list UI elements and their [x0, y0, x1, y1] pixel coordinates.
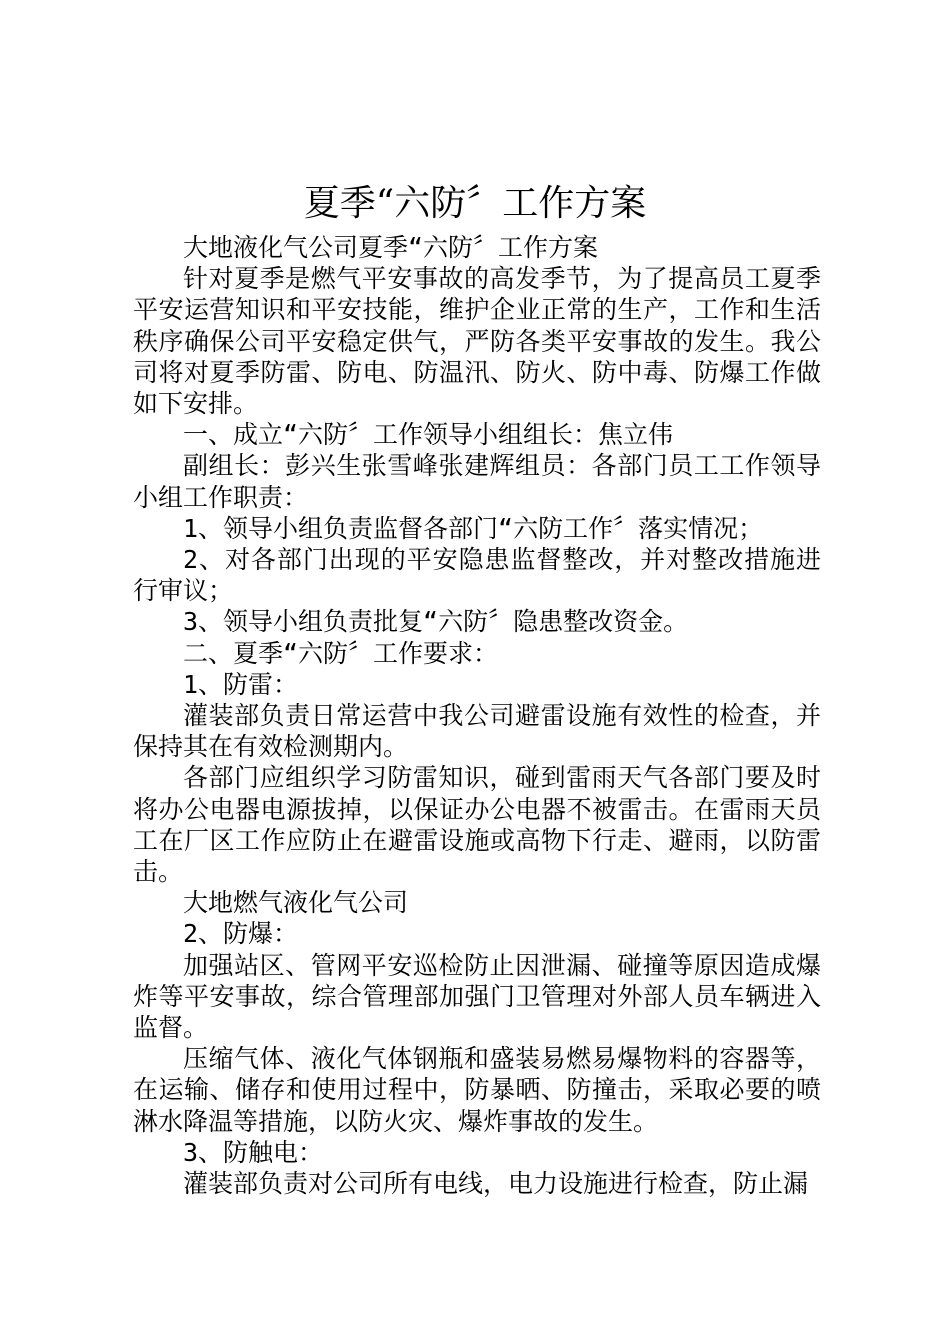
paragraph-section-2-heading: 二、夏季“六防〞工作要求： [183, 638, 499, 668]
document-body [133, 232, 821, 1199]
paragraph-duty-3: 3、领导小组负责批复“六防〞隐患整改资金。 [183, 607, 689, 637]
paragraph-lightning-2: 各部门应组织学习防雷知识，碰到雷雨天气各部门要及时将办公电器电源拔掉，以保证办公电器不被雷击。在雷雨天员工在厂区工作应防止在避雷设施或高物下行走、避雨，以防雷击。 [133, 763, 821, 887]
paragraph-explosion-heading: 2、防爆： [183, 919, 299, 949]
paragraph-duty-2: 2、对各部门出现的平安隐患监督整改，并对整改措施进行审议； [133, 545, 821, 606]
paragraph-explosion-1: 加强站区、管网平安巡检防止因泄漏、碰撞等原因造成爆炸等平安事故，综合管理部加强门卫管理对外部人员车辆进入监督。 [133, 950, 821, 1043]
paragraph-intro: 针对夏季是燃气平安事故的高发季节，为了提高员工夏季平安运营知识和平安技能，维护企业正常的生产，工作和生活秩序确保公司平安稳定供气，严防各类平安事故的发生。我公司将对夏季防雷、防电、防温汛、防火、防中毒、防爆工作做如下安排。 [133, 264, 821, 419]
paragraph-company-name: 大地燃气液化气公司 [183, 888, 409, 918]
paragraph-duty-1: 1、领导小组负责监督各部门“六防工作〞落实情况； [183, 513, 764, 543]
paragraph-lightning-1: 灌装部负责日常运营中我公司避雷设施有效性的检查，并保持其在有效检测期内。 [133, 701, 821, 762]
paragraph-team-members: 副组长：彭兴生张雪峰张建辉组员：各部门员工工作领导小组工作职责： [133, 451, 821, 512]
paragraph-subtitle: 大地液化气公司夏季“六防〞工作方案 [183, 233, 599, 262]
paragraph-lightning-heading: 1、防雷： [183, 669, 299, 699]
paragraph-section-1-heading: 一、成立“六防〞工作领导小组组长：焦立伟 [183, 420, 674, 450]
document-title: 夏季“六防〞工作方案 [303, 183, 647, 224]
paragraph-explosion-2: 压缩气体、液化气体钢瓶和盛装易燃易爆物料的容器等，在运输、储存和使用过程中，防暴晒、防撞击，采取必要的喷淋水降温等措施，以防火灾、爆炸事故的发生。 [133, 1044, 821, 1136]
paragraph-electric-heading: 3、防触电： [183, 1137, 324, 1167]
paragraph-electric-1: 灌装部负责对公司所有电线，电力设施进行检查，防止漏 [183, 1169, 809, 1199]
